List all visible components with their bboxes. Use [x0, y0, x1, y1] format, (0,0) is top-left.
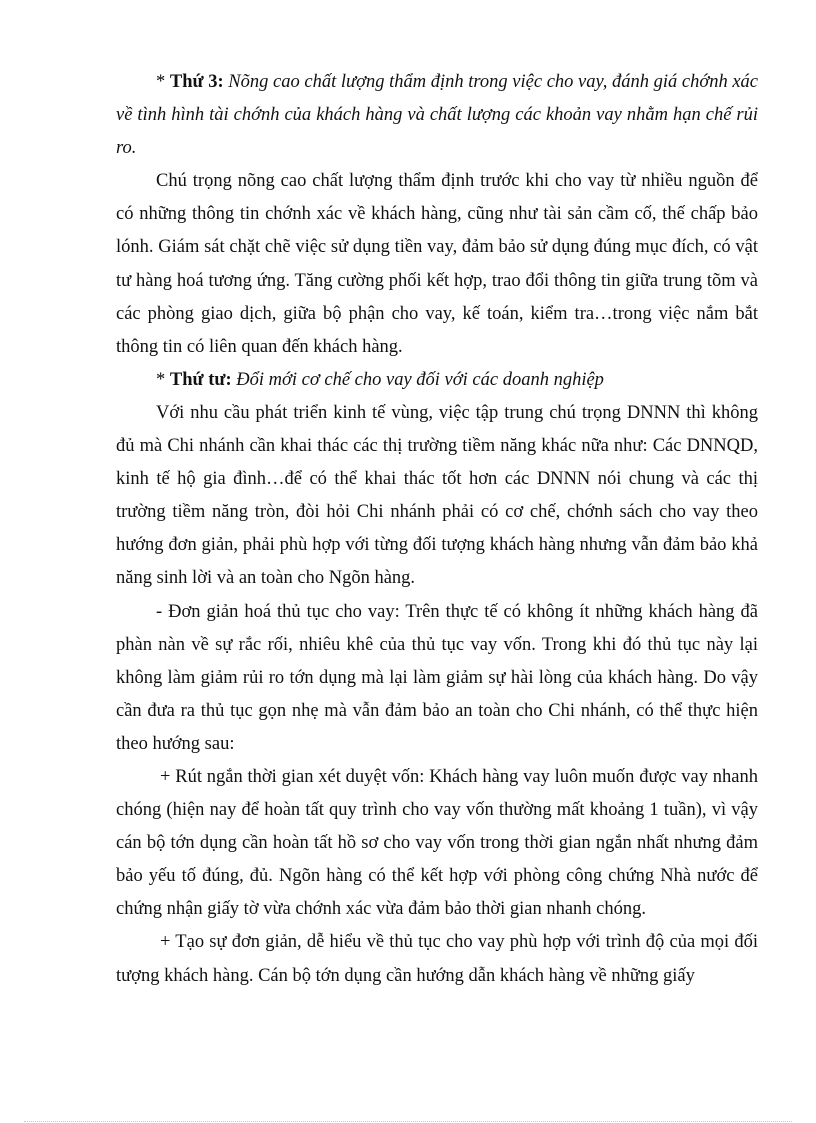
heading-text: Nõng cao chất lượng thẩm định trong việc cho vay, đánh giá chớnh xác về tình hình tài chớnh của khách hàng và chất lượng các khoản vay nhằm hạn chế rủi ro.: [116, 72, 759, 159]
plus-item: + Tạo sự đơn giản, dễ hiểu về thủ tục cho vay phù hợp với trình độ của mọi đối tượng khách hàng. Cán bộ tớn dụng cần hướng dẫn khách hàng về những giấy: [116, 932, 758, 986]
heading-thu-tu: [116, 364, 758, 397]
heading-text: Đổi mới cơ chế cho vay đối với các doanh nghiệp: [231, 369, 604, 390]
document-page: [116, 66, 758, 993]
body-paragraph: - Đơn giản hoá thủ tục cho vay: Trên thực tế có không ít những khách hàng đã phàn nàn về sự rắc rối, nhiêu khê của thủ tục vay vốn. Trong khi đó thủ tục này lại không làm giảm rủi ro tớn dụng mà lại làm giảm sự hài lòng của khách hàng. Do vậy cần đưa ra thủ tục gọn nhẹ mà vẫn đảm bảo an toàn cho Chi nhánh, có thể thực hiện theo hướng sau:: [116, 601, 758, 754]
heading-prefix: *: [156, 72, 170, 92]
plus-item: + Rút ngắn thời gian xét duyệt vốn: Khách hàng vay luôn muốn được vay nhanh chóng (hiện nay để hoàn tất quy trình cho vay vốn thường mất khoảng 1 tuần), vì vậy cán bộ tớn dụng cần hoàn tất hồ sơ cho vay vốn trong thời gian ngắn nhất nhưng đảm bảo yếu tố đúng, đủ. Ngõn hàng có thể kết hợp với phòng công chứng Nhà nước để chứng nhận giấy tờ vừa chớnh xác vừa đảm bảo thời gian nhanh chóng.: [116, 766, 758, 920]
heading-thu-3: [116, 66, 758, 165]
body-paragraph: Chú trọng nõng cao chất lượng thẩm định trước khi cho vay từ nhiều nguồn để có những thông tin chớnh xác về khách hàng, cũng như tài sản cầm cố, thế chấp bảo lónh. Giám sát chặt chẽ việc sử dụng tiền vay, đảm bảo sử dụng đúng mục đích, có vật tư hàng hoá tương ứng. Tăng cường phối kết hợp, trao đổi thông tin giữa trung tõm và các phòng giao dịch, giữa bộ phận cho vay, kế toán, kiểm tra…trong việc nắm bắt thông tin có liên quan đến khách hàng.: [116, 171, 758, 357]
heading-label: Thứ 3:: [169, 72, 224, 92]
body-paragraph: Với nhu cầu phát triển kinh tế vùng, việc tập trung chú trọng DNNN thì không đủ mà Chi nhánh cần khai thác các thị trường tiềm năng khác nữa như: Các DNNQD, kinh tế hộ gia đình…để có thể khai thác tốt hơn các DNNN nói chung và các thị trường tiềm năng tròn, đòi hỏi Chi nhánh phải có cơ chế, chớnh sách cho vay theo hướng đơn giản, phải phù hợp với từng đối tượng khách hàng nhưng vẫn đảm bảo khả năng sinh lời và an toàn cho Ngõn hàng.: [116, 402, 758, 589]
page-bottom-rule: [24, 1121, 792, 1122]
heading-label: Thứ tư:: [169, 369, 232, 390]
heading-prefix: *: [156, 369, 170, 390]
